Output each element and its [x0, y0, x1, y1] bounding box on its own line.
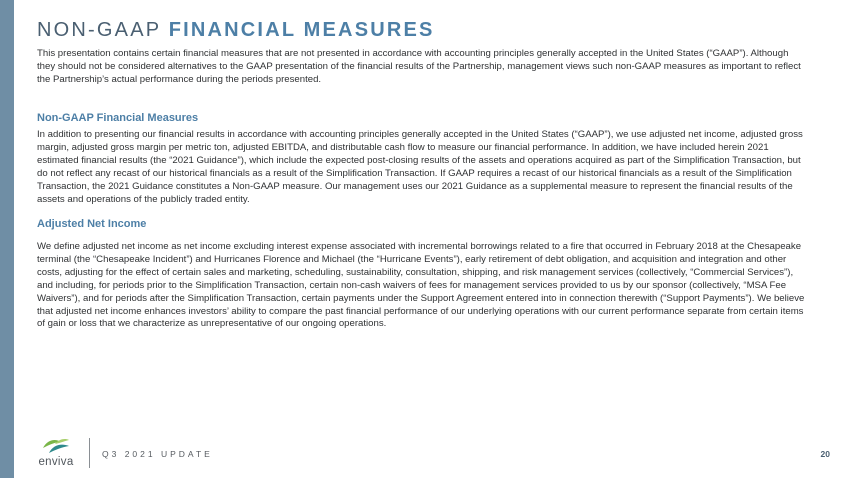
left-accent-bar — [0, 0, 14, 478]
enviva-logo — [29, 436, 83, 470]
leaf-icon — [41, 436, 71, 456]
section-paragraph-adjusted-net-income: We define adjusted net income as net income excluding interest expense associated with incremental borrowings related to a fire that occurred in February 2018 at the Chesapeake terminal (the “Chesapeake Incident”) and Hurricanes Florence and Michael (the “Hurricane Events”), early retirement of debt obligation, and acquisition and integration and other costs, adjusting for the effect of certain sales and marketing, scheduling, sustainability, consultation, shipping, and risk management services (collectively, “Commercial Services”), and including, for periods prior to the Simplification Transaction, certain non-cash waivers of fees for management services provided to us by our sponsor (collectively, “MSA Fee Waivers”), and for periods after the Simplification Transaction, certain payments under the Support Agreement entered into in connection therewith (“Support Payments”). We believe that adjusted net income enhances investors’ ability to compare the past financial performance of our underlying operations with our current performance separate from certain items of gain or loss that we characterize as unrepresentative of our ongoing operations. — [37, 241, 805, 330]
footer-label: Q3 2021 UPDATE — [102, 449, 213, 459]
page-title — [37, 19, 435, 42]
section-heading-non-gaap: Non-GAAP Financial Measures — [37, 112, 199, 124]
footer-divider — [89, 438, 90, 468]
title-bold: FINANCIAL MEASURES — [168, 19, 435, 41]
page-number: 20 — [820, 449, 830, 459]
section-paragraph-non-gaap: In addition to presenting our financial results in accordance with accounting principles generally accepted in the United States (“GAAP”), we use adjusted net income, adjusted gross margin, adjusted gross margin per metric ton, adjusted EBITDA, and distributable cash flow to measure our financial performance. In addition, we have included herein 2021 estimated financial results (the “2021 Guidance”), which include the expected post-closing results of the assets and operations acquired as part of the Simplification Transaction, but do not reflect any recast of our historical financials as a result of the Simplification Transaction. If GAAP requires a recast of our historical financials as a result of the Simplification Transaction, the 2021 Guidance constitutes a Non-GAAP measure. Our management uses our 2021 Guidance as a supplemental measure to represent the financial results of the assets and operations of the publicly traded entity. — [37, 129, 803, 205]
title-light: NON-GAAP — [37, 19, 161, 41]
intro-paragraph: This presentation contains certain financial measures that are not presented in accordance with accounting principles generally accepted in the United States (“GAAP”). Although they should not be considered alternatives to the GAAP presentation of the financial results of the Partnership, management views such non-GAAP measures as important to reflect the Partnership’s actual performance during the periods presented. — [37, 48, 801, 85]
section-heading-adjusted-net-income: Adjusted Net Income — [37, 218, 147, 230]
logo-wordmark: enviva — [38, 456, 74, 468]
